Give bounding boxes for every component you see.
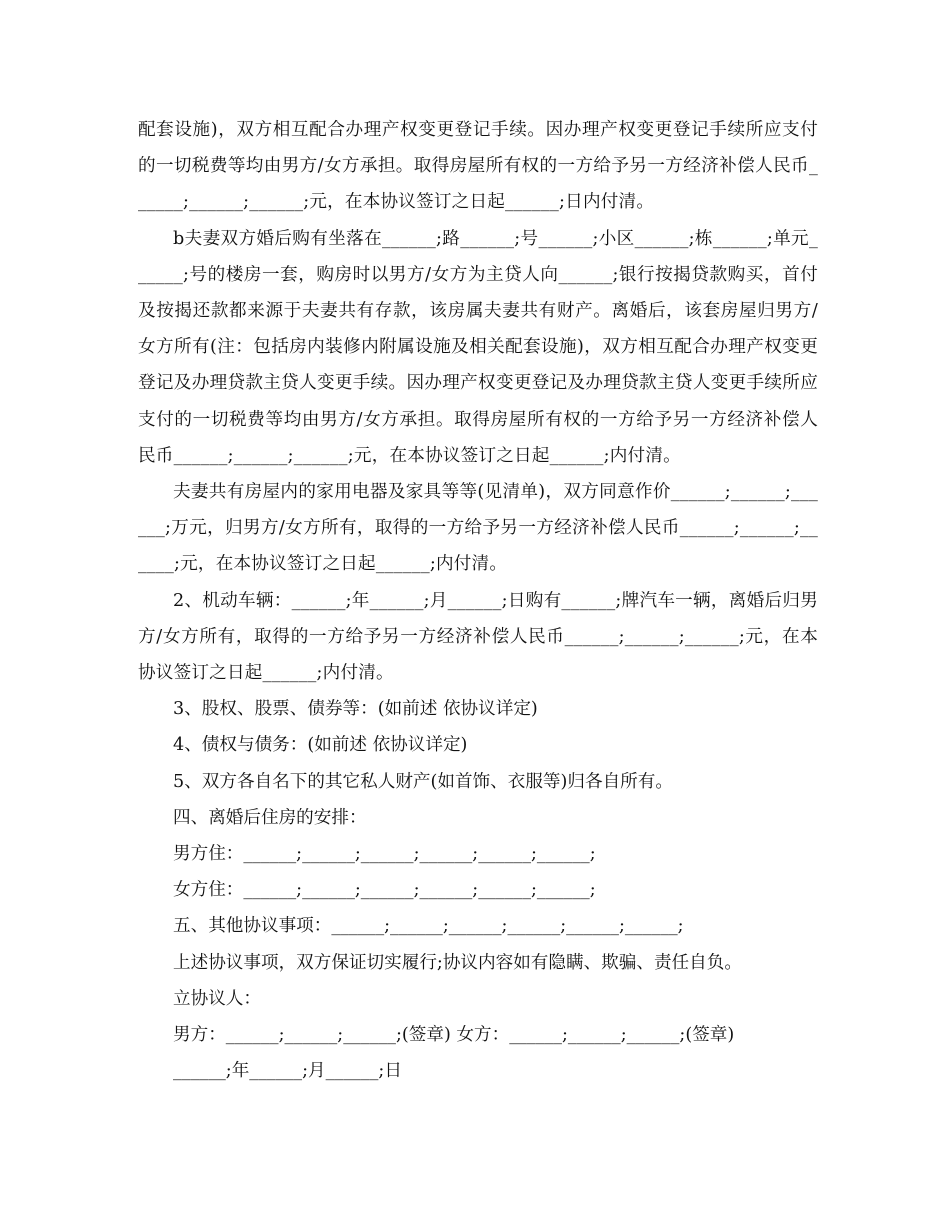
line-signatories: 立协议人： [173,988,261,1009]
line-debts: 4、债权与债务：(如前述 依协议详定) [173,735,468,756]
line-date: ______;年______;月______;日 [173,1061,402,1082]
line-guarantee: 上述协议事项，双方保证切实履行;协议内容如有隐瞒、欺骗、责任自负。 [173,952,742,973]
section-other-matters: 五、其他协议事项：______;______;______;______;______;______; [173,916,684,937]
paragraph-property-house-a: 配套设施)，双方相互配合办理产权变更登记手续。因办理产权变更登记手续所应支付的一切税费等均由男方/女方承担。取得房屋所有权的一方给予另一方经济补偿人民币______;______;______;元，在本协议签订之日起______;日内付清。 [138,120,818,213]
line-personal-property: 5、双方各自名下的其它私人财产(如首饰、衣服等)归各自所有。 [173,771,673,792]
line-signatures: 男方：______;______;______;(签章) 女方：______;______;______;(签章) [173,1025,735,1046]
line-husband-residence: 男方住：______;______;______;______;______;______; [173,844,596,865]
paragraph-vehicle: 2、机动车辆：______;年______;月______;日购有______;牌汽车一辆，离婚后归男方/女方所有，取得的一方给予另一方经济补偿人民币______;______;______;元，在本协议签订之日起______;内付清。 [138,590,818,684]
line-wife-residence: 女方住：______;______;______;______;______;______; [173,880,596,901]
paragraph-property-house-b: b夫妻双方婚后购有坐落在______;路______;号______;小区______;栋______;单元______;号的楼房一套，购房时以男方/女方为主贷人向______;银行按揭贷款购买，首付及按揭还款都来源于夫妻共有存款，该房属夫妻共有财产。离婚后，该套房屋归男方/女方所有(注：包括房内装修内附属设施及相关配套设施)，双方相互配合办理产权变更登记及办理贷款主贷人变更手续。因办理产权变更登记及办理贷款主贷人变更手续所应支付的一切税费等均由男方/女方承担。取得房屋所有权的一方给予另一方经济补偿人民币______;______;______;元，在本协议签订之日起______;内付清。 [138,228,818,466]
section-housing-heading: 四、离婚后住房的安排： [173,807,367,828]
paragraph-furniture: 夫妻共有房屋内的家用电器及家具等等(见清单)，双方同意作价______;______;______;万元，归男方/女方所有，取得的一方给予另一方经济补偿人民币______;______;______;元，在本协议签订之日起______;内付清。 [138,482,818,575]
line-stocks: 3、股权、股票、债券等：(如前述 依协议详定) [173,699,538,720]
